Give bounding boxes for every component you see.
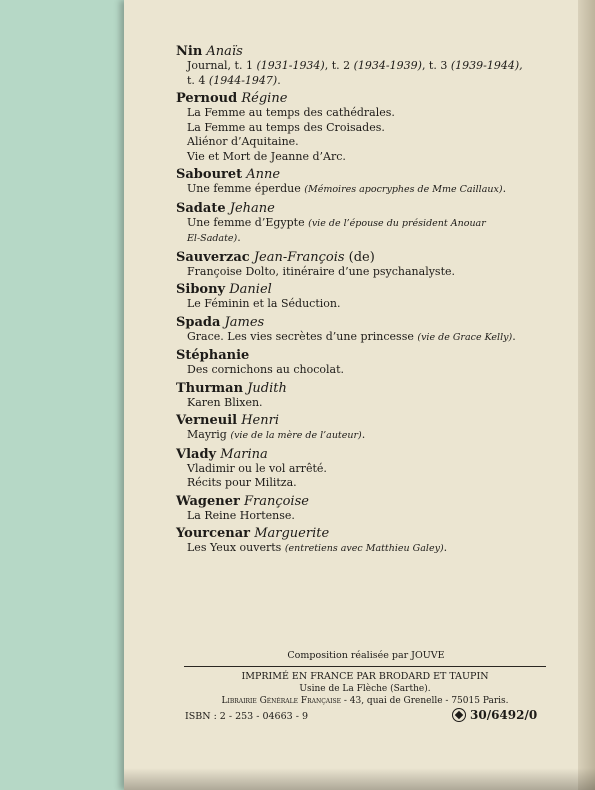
entry-vlady — [176, 447, 571, 491]
work-title: Karen Blixen. — [187, 395, 263, 409]
work-title: La Femme au temps des Croisades. — [187, 120, 385, 134]
bottom-shadow — [124, 768, 595, 790]
footer-divider — [184, 666, 546, 667]
author-name: Thurman Judith — [176, 380, 287, 396]
entry-sauverzac — [176, 250, 571, 280]
print-code: 30/6492/0 — [452, 708, 562, 722]
entry-thurman — [176, 381, 571, 411]
author-name: Sibony Daniel — [176, 282, 272, 297]
work-title: Vie et Mort de Jeanne d’Arc. — [187, 149, 346, 163]
entry-spada — [176, 315, 571, 346]
work-title: Une femme d’Egypte (vie de l’épouse du président Anouar — [187, 215, 486, 229]
work-title: Journal, t. 1 (1931-1934), t. 2 (1934-1939), t. 3 (1939-1944), — [187, 59, 523, 72]
work-title: Mayrig (vie de la mère de l’auteur). — [187, 428, 366, 441]
work-title: La Reine Hortense. — [187, 508, 295, 522]
work-title: Grace. Les vies secrètes d’une princesse (vie de Grace Kelly). — [187, 329, 516, 343]
author-name: Nin Anaïs — [176, 44, 243, 59]
work-title: El-Sadate). — [187, 231, 241, 244]
entry-wagener — [176, 494, 571, 524]
entry-sabouret — [176, 167, 571, 198]
page-edge — [578, 0, 595, 790]
author-name: Wagener Françoise — [176, 493, 309, 509]
work-title: Vladimir ou le vol arrêté. — [187, 461, 327, 475]
author-name: Pernoud Régine — [176, 91, 288, 106]
entry-stephanie — [176, 348, 571, 378]
work-title: Une femme éperdue (Mémoires apocryphes de Mme Caillaux). — [187, 182, 507, 195]
publisher-address: Librairie Générale Française - 43, quai de Grenelle - 75015 Paris. — [221, 696, 509, 706]
printer-credit: IMPRIMÉ EN FRANCE PAR BRODARD ET TAUPIN — [241, 671, 489, 682]
isbn: ISBN : 2 - 253 - 04663 - 9 — [185, 711, 308, 722]
entry-nin — [176, 44, 571, 88]
work-title: Le Féminin et la Séduction. — [187, 297, 341, 310]
work-title: La Femme au temps des cathédrales. — [187, 106, 395, 119]
author-name: Yourcenar Marguerite — [176, 526, 330, 541]
work-title: Des cornichons au chocolat. — [187, 363, 344, 376]
composition-credit: Composition réalisée par JOUVE — [287, 650, 445, 661]
author-name: Sauverzac Jean-François (de) — [176, 249, 375, 265]
entry-sibony — [176, 282, 571, 312]
author-name: Sabouret Anne — [176, 167, 281, 182]
author-name: Stéphanie — [176, 348, 250, 363]
entry-verneuil — [176, 413, 571, 444]
work-title: Françoise Dolto, itinéraire d’une psychanalyste. — [187, 264, 455, 278]
work-title: Récits pour Militza. — [187, 476, 297, 489]
publisher-logo-icon — [452, 708, 466, 722]
work-title: Aliénor d’Aquitaine. — [187, 135, 299, 148]
entry-yourcenar — [176, 526, 571, 557]
author-name: Sadate Jehane — [176, 200, 275, 216]
author-list — [176, 44, 571, 560]
work-title: t. 4 (1944-1947). — [187, 73, 281, 87]
factory-credit: Usine de La Flèche (Sarthe). — [299, 684, 431, 694]
entry-pernoud — [176, 91, 571, 164]
author-name: Verneuil Henri — [176, 413, 279, 428]
author-name: Vlady Marina — [176, 446, 268, 462]
entry-sadate — [176, 201, 571, 247]
work-title: Les Yeux ouverts (entretiens avec Matthieu Galey). — [187, 541, 448, 554]
author-name: Spada James — [176, 314, 265, 330]
